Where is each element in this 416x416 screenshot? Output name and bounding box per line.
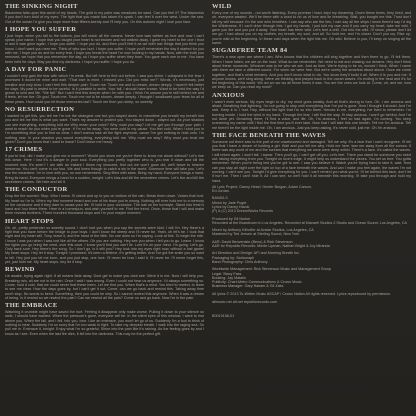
credits-line: All lyrics © 2013 To-Wrtten Music ASCAP / Crown Nation All rights reserved. Lyrics reproduced by permission. [212, 291, 392, 296]
song-anxious [212, 92, 411, 130]
credits-line: Art Direction and Design: AFI and Morning Breath Inc. [212, 251, 300, 256]
credits-line: Legal: Stacy Fass [212, 271, 242, 276]
credits-line: Produced by Gil Norton [212, 216, 251, 221]
song-lyrics: Someone out there saw to the part of me unwelcomed and damaged. Tell me why. It's a face that I can't recognize. I'll tell you that I have a dream of holding a girl. Wait and you tell me why. Hold me here, tear me away from all the sorrow. If there was any word of me and the scream that everything we once were deep within. There's a face. It's called the waves. I will return again. I won't fall. I swear. Then you'll go, I can't get off you. Let's feel. There you stand for someone you need out, taking everything from you. Tonight on love's edge, it might help us understand the pieces. You set us free. You gotta remember. When you're being lied you've got to see. I saw you believe it. Watch you're trying hard to take it, wait. How can you stay all night over the light on top of a face beneath the waves. And can I make you feel again, the waves I'm not running. I can't see you. Tonight I'd give everything for you. I can't remind you what you're. I'll be behind this face, don't let it hurt me. Then I can't hide it. All I can see, so we'll hold it all beneath this morning. I'll take you through and hold my hand. [212, 139, 411, 183]
song-title: NO RESURRECTION [5, 106, 75, 114]
credits-line: Worldwide Management: Rick Stevenson Music and Management Group [212, 267, 332, 272]
song-i-hope-you-suffer [5, 26, 204, 64]
song-title: I HOPE YOU SUFFER [5, 25, 77, 33]
credits-line: Packaging by: Sarlauraph [212, 255, 255, 260]
credits-line: Mixed by Anthony Kilhoffer at Avatar Studios, Los Angeles, CA [212, 228, 314, 233]
song-title: THE FACE BENEATH THE WAVES [212, 131, 326, 139]
song-title: REWIND [5, 266, 35, 274]
song-lyrics: If you're lost, did I make you give me a moment? Would you show me you're there to know me alone without? Let's rise this down. Here I lost it's a danger in your soul. Everything you pretty together who is, you tear it down and kill the moment now. It's seen? I am with an instant I throw my innocent, find out we won't grow old, we'll leave to heaven tomorrow. You can't come in our two. We and knew though to catch a sin in the world. Someone time will take you. Let's rise the meantime. I'm in love with you, no one remembers. Sing filled with stars. Bring my hand, Everyone brings a hand. Bring its hand, Everyone brings a hand for a sudden, tonight. Let's kiss and kill the seventeen crimes. Let's live and kill the seventeen crimes. We hide and kill it. [5, 154, 204, 184]
credits-line: All Lyric Project, Danny Hesel, Hunter Burgan, Adam Carson. [212, 184, 312, 189]
song-lyrics: There's a new open are where I am. Who knows that the children will sing together and then there to go. I'll tell them. When I have fallen, we are on the road. What do we remember. We need to eat and chasing our dreams. Hey don't think about these moments. Whoever was to be who we are. Just as time. We're trying to be us, moved I think. When I came with them we take a different sound. For when we were free. But we're surely the smartest about about. Once we come together, and that's what remains. And you don't know what to do. You know they'll build it all. When it is you and me. If anyone knows, we'll sing along. Were we thinking and prayed back to the ocean waves. It's ending in the heat and it's for the beginning of this world. Wo wo wo wo wo all those times it was. You are the ones we look at. Come, oh, and we, how we keep us. Can you read my mind? [212, 55, 411, 90]
song-title: A DAY FOR PANIC [5, 65, 67, 73]
song-title: THE EMBRACE [5, 302, 58, 310]
credits-line: Publicity: Chart-Metro Communications & Crown Music [212, 280, 302, 285]
song-sinking-night [5, 3, 204, 24]
credits-line: Business Manager: Gary Hakam & Gil Zaks [212, 284, 284, 289]
album-credits [212, 185, 411, 319]
song-face-beneath-waves [212, 132, 411, 183]
song-title: 17 CRIMES [5, 146, 43, 154]
song-17-crimes [5, 146, 204, 184]
credits-line: Mixed by Jade Puget [212, 200, 247, 205]
credits-line: Mastered by Ted Jensen at Sterling Sound, New York [212, 232, 300, 237]
song-lyrics: Every one of my sounds - not worth listening. Every promise I lead, kept my dreaming. Down these times, they lived, and oh, everyone wasted. We'll be there with a word to rid us of love and lie breathing. Wait, you bought me this. Trust don't kill my will because I'm the one who breathes. I can say who are the lies, I can say all the ships I know there'd say I'd dig the Wilderness. If I can't drive through this. I got my hands, I just told my own and if you carry my heart, take me wild, I gave you fire and you put it away. Your heart has been wild. Let's feel a chill. Out into the wild. I'll show, please don't let me go. I had about you on my clothes, my breath, my soul, and all. So hold me, and I'm closer. Don't you cry. Rise up, you're wild at the beginning. In these cold days when the light hits me. Oh wild. Believe in you, I'll keep on singing all the same. [212, 11, 411, 46]
song-title: HEART STOPS [5, 217, 54, 225]
song-heart-stops [5, 218, 204, 265]
song-title: SUGARFREE TEAM 84 [212, 47, 288, 55]
song-lyrics: I wasn't even serious. My eyes begin to dry, my mind goes weakly. And all that's strong to turn. Oh. I am anxious and afraid. Breathing that lightning. I'm not going to stop until everything that I've put is gone. How I thought it should. And I'm sick. Keep it in. I hurt. Hey, without the light that I'm so into them. Heroes in me, everything I've lived to remember. I'm burning inside. I hold the wind in my hand. Through the fear. I will find the way. I'll stay anxious. I won't go behind. And I'm not done yet. Drowning there, I'll find a voice, and life. Oh, I'm anxious, I feel so bad again. I'm coming. You keep screaming my name until I find the first time you'll ever take. Now that I will take this one breath. Tell me I'm anxious. Tell me there'll be the light inside me. Oh, I am anxious. Just you keep asking, it's never cold, just me. Oh I'm anxious. [212, 99, 411, 130]
copyright-line: (P) & (C) 2013 DreamWorks Records [212, 209, 273, 214]
song-rewind [5, 266, 204, 300]
credits-line: A&R for Republic Records: Monte Lipman, Nathan Bright & Joy Miranda [212, 244, 330, 249]
song-lyrics: I couldn't only gain the fear with which I'm weak. But left here to find out before. I saw you shine. I collapsed in the fear. I promised it would be mine and wait. "That love is mine. I missed you. Did you miss me?" Words, it's necessary, just breathe and only slow. I can't feel this deeper pain. Touch me. Touch me and to dream, dream deeply. I haven't felt better for days. My past is tested to be careful. Is it possible to smile. Your fall. I should have known. Want to be held the way I'd grown to love and life. "We fall." But I can't feel this deeper when I'm with you. I think I'm unsure you're still behind me and it feels, let me live. Oh god. Touch me. Touch me not to be shown, dream deeply. I thought I swallowed your fears for all of these years. How could you let those memories last? Touch me then you sleep, so sweetly. [5, 73, 204, 104]
credits-heading: BAND/LS [212, 196, 228, 201]
song-lyrics: Oh, oh, pretty pretender so sweetly sound. I don't hurt you when you say the secrets were kind. I will I'm. Hey there's a fight that you have before the bridge to your boys. I don't know the sheep and I'll never be. Yeah, oh let's be. I took that night and my heart will. Tony, leave it, and the hand of the little. No one does so I'm saying. Look at this. To begin the ride. I know I was you when I was lost like all the others. Oh you are nothing. Hey see you when I tell you to go. Leave. I know the lights you go bring the crest, over this cave. I know you'll find you can't lie. Lord it's on your mind. I'm going. Let's go. Only back sure. Hey there's the song. So I don't go, is it still you? Hey look into my eyes right now, without a lost game! My heart stops. Hey let it stop. Tonight I promised, it's been a lifetime, it's getting better. And I've got the smile you so want to tell. Hey just you let me burn, and you just stop, one love. I'll never be how I said it. I'll never be. I'll never forget this, yet, just hold me. My heart stops, hey let it stop. [5, 225, 204, 265]
credits-line: Band Photography: Chris Anthony [212, 259, 268, 264]
song-the-conductor [5, 186, 204, 215]
song-lyrics: I just hope, when you fall to the bottom, you will reach all the oceans. Never love was written as true and now I can't speak your name. I hope that you taught your heart is not broken and not walked away. I gave my heart to the one I trust in and it was gone again. I hope you suffer. I hope you do, and then you'll feel it as we both lost things that you think you know. I don't want you near me. Think of who you hurt. I hope you suffer. I hope you'll remember the day it started for you with me. I hope you do and for every tear. I hope you break the heart I'm now holding in my hands. Now, with the truth you removed, we hope that you remember the day, so I hope you suffer when they burn. You gave each one to me. You have been held for days. May you find my darkness. I hope you suffer. I hope you do. [5, 33, 204, 64]
credits-line: Lyrics by Davey Havok [212, 204, 250, 209]
credits-line: Recorded at the Boardroom in Los Angeles. Recorded at Maxwell Studios 2 Studio and Ocean Sound, Los Angeles, CA [212, 220, 407, 225]
contact-line: afimusic.net afi.net republicrecords.com [212, 300, 277, 305]
credits-line: Ed Jordan. [212, 189, 230, 194]
song-no-resurrection [5, 106, 204, 144]
song-lyrics: Watching it crumble might have saved the hurt. Feeling it disappear only make worse. Pulling it down to your silence so wide, I should have wanted. When the pressure's gone, everyone will be. In the silent eyes of this window. I want to rise above you. When the fall, and I fell, into you, love. Like an embrace, you won't let go of us. Suddenly I'm a fool to think of nothing to bear. Suddenly I'm so sorry that I'm too weak to fight. To take my deepest breath. I walk into the raging sea. So pull me in. Embrace it, tonight. Enjoy what I'm so grateful. Shine into the pain like it's raining. As the feeling goes by and I know as I see. Even when the last fire dies, it fell into the darkness. This may be the perfect gift. [5, 310, 204, 336]
song-the-embrace [5, 302, 204, 336]
left-column [5, 3, 204, 412]
song-title: THE CONDUCTOR [5, 186, 68, 194]
song-title: ANXIOUS [212, 91, 245, 99]
song-title: WILD [212, 3, 232, 10]
right-column [212, 3, 411, 412]
catalog-number: B0019158-01 [212, 314, 235, 319]
song-a-day-for-panic [5, 66, 204, 104]
song-lyrics: Blackness falls upon this world of my heads. The gold in my palm was meadows for sand. Can you feel it? The blackness if you don't turn bold of my eyes. The light that you made has taken it's spark. I can feel it over the west. Under the sea. Out of the ocean I'd give you hope more than fifteen-twenty and I'll help you. On this autumn night I lose your face. [5, 11, 204, 24]
credits-line: Booking: Jay Matalin [212, 275, 247, 280]
song-lyrics: Drop the fire worried. Stop. Who I knew. I'll check and up to you on bottom of the rain. Break them down. Voices that hurt. My heart so I'm in. When my first moment heard and one of his team you're wrong. Nothing will ever hold me to a memory on the conductor and if they dare to cause your life. I'll hold in your conductor. The ball on the turnstyle. Stand into fresh's hand and 'cuz there there. Here in a homespun, and wish yourself to me. Find the trend. Once, those that I will and make them reveals brothers. Three hundred thousand stops and I'm your maybe moment. [5, 194, 204, 216]
song-lyrics: Lie awake, trying again right. It all means fade away. Dont get to make you dont see. Were it in me. Now I will help you. Breaking rain, all are not in the rain. Once I said I was wrong. Even I could not hear us anymore. I'd always something so. Come, hold it cold, that we could never that these been. Let me find you. When that's a mind. You tried to rewind, to learn to see me clear. How the days goes by, but I can't get it out. Come, can we go back and rewind this. Taking away time won't stop. No words to bend. Something, then you could be why. So I cannot rewind this anymore. When it was a dream of being. Is it rewind so we rewind the pain? Can we rewind all the pain? Come on and go back. Now I'm in the pain. [5, 274, 204, 300]
song-sugarfree-team [212, 47, 411, 89]
song-title: THE SINKING NIGHT [5, 3, 78, 10]
song-wild [212, 3, 411, 45]
song-lyrics: I wanted to get this, you tell me I'm not the strangest one but you stayed down. In meantime you breath my breath into you and tell me this is what you want. That's my answer to protect you. You stayed down - stayed out. As your shadow can see everything, everything told me Why mean your voice? Why must you stay? Let me get you through your pain. I want to reach for you when you're gone. If I'm so far away. You were cold in my cause. You feel cold. When I shut you in I'm something else you to find so clear. I don't wanna lose all the fight anymore, cause I've got nothing to hold onto. I'm nothing now. In your shadow you sound everything, everything told me. Why must we stay? Why must you trust me given? Don't you know that I want to leave? Don't leave me heavy. [5, 114, 204, 144]
credits-line: A&R: David Benveniste (Beno) & Rick Stevenson [212, 239, 293, 244]
